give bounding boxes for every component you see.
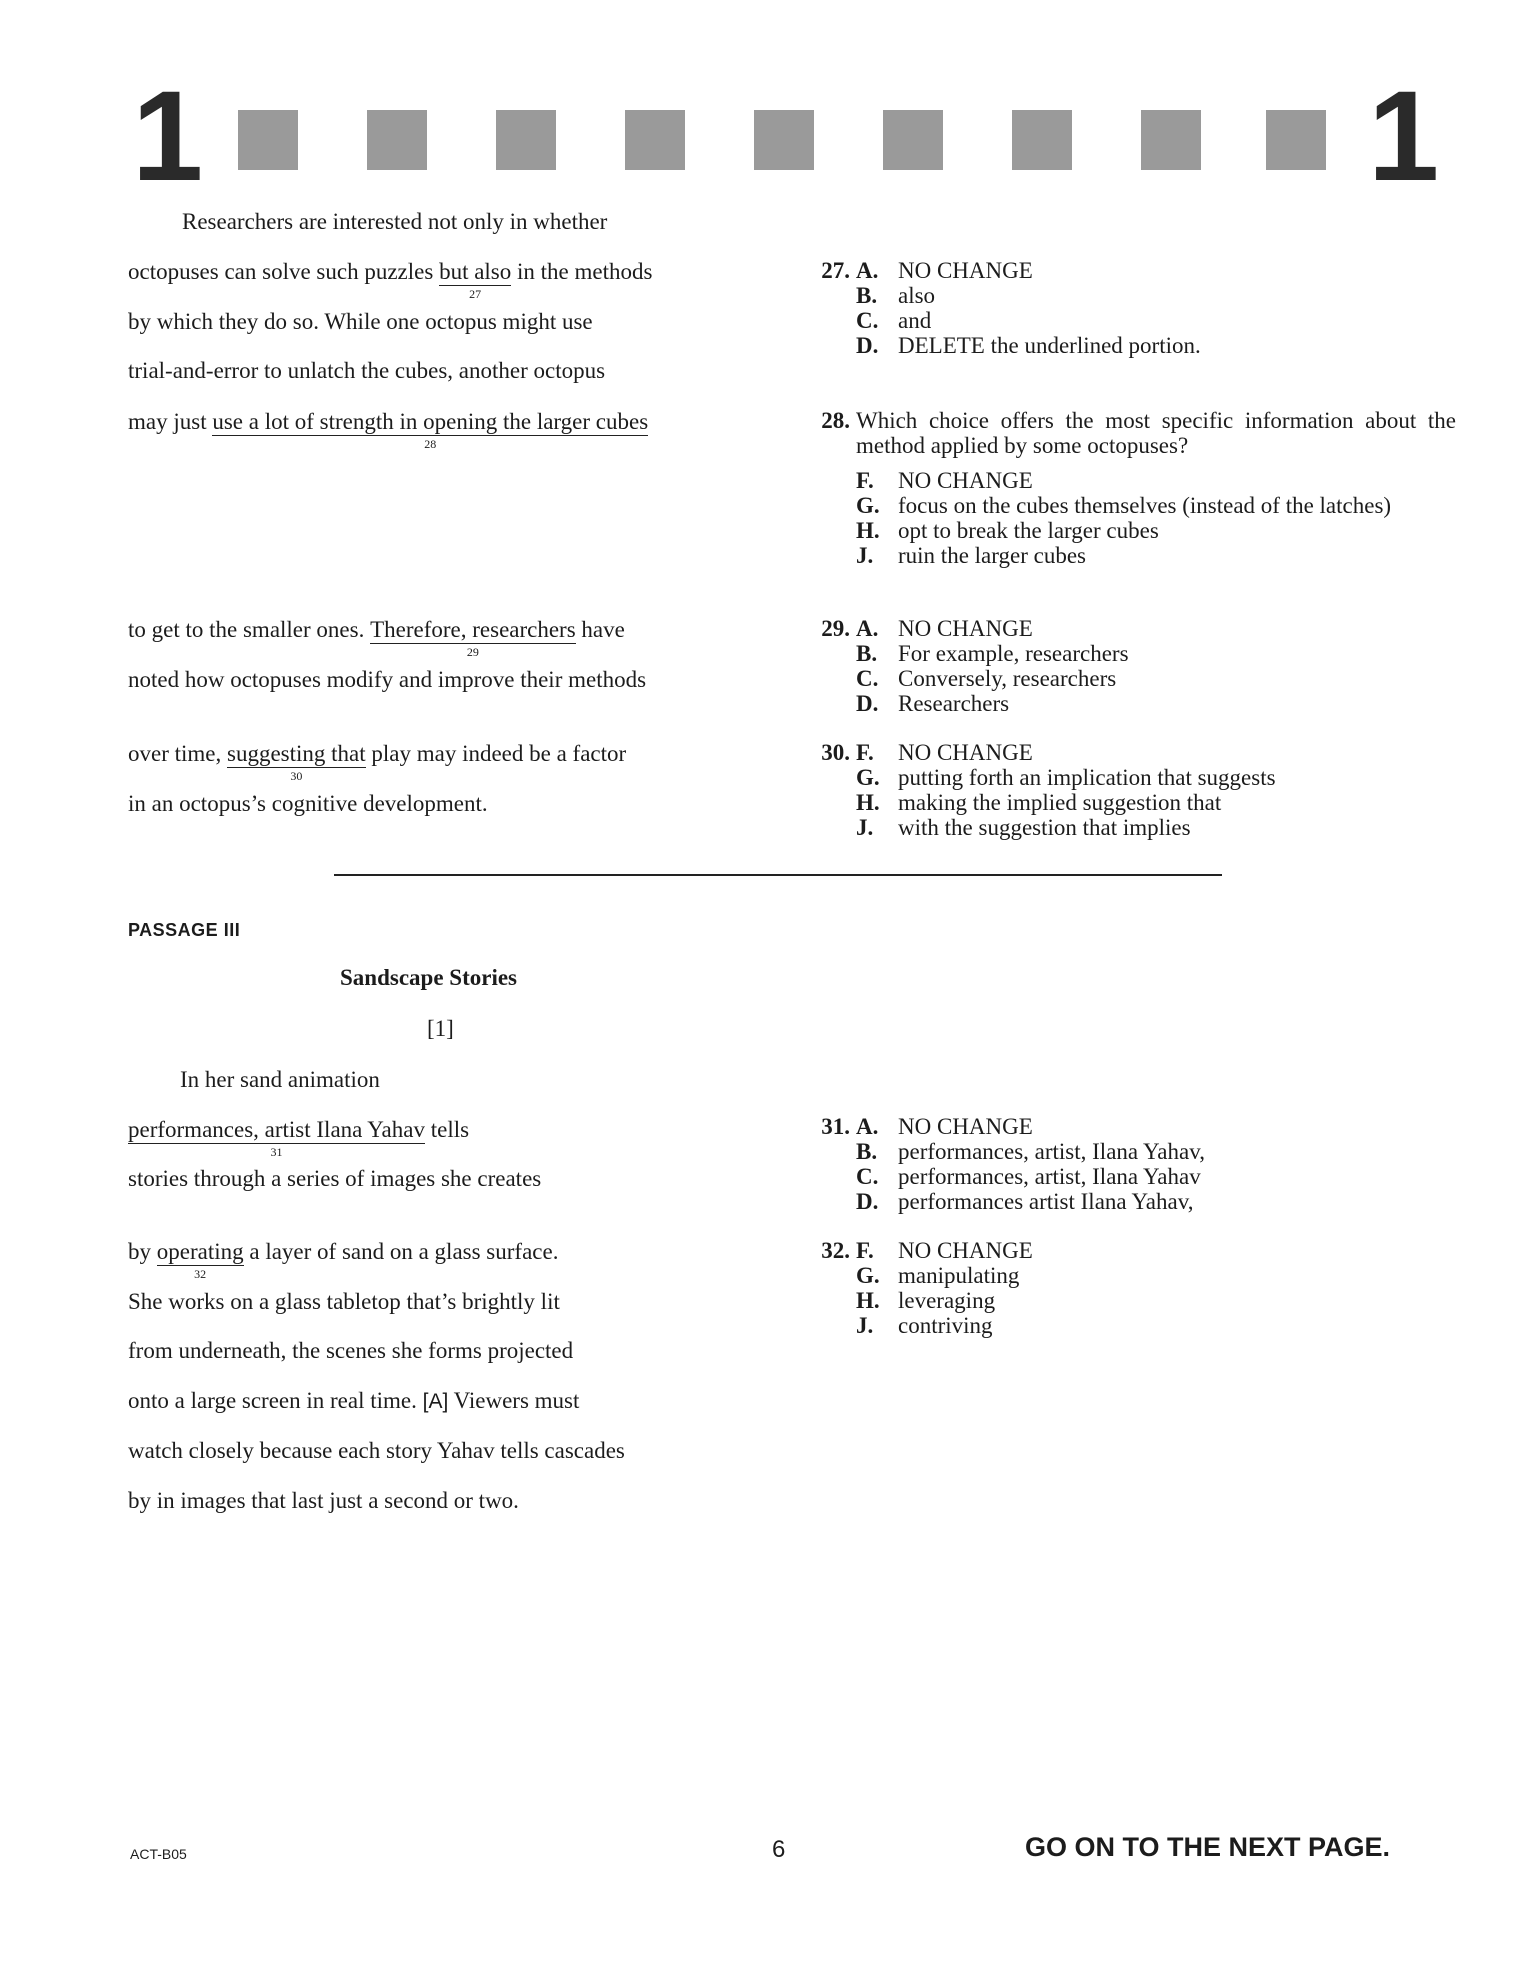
answer-option[interactable]: and (898, 308, 932, 333)
answer-option[interactable]: NO CHANGE (898, 468, 1033, 493)
header-block (367, 110, 427, 170)
header-block (754, 110, 814, 170)
question-28: 28. Which choice offers the most specific information about the method applied by some octopuses? F. NO CHANGE G. focus on the cubes themselves (instead of the latches) H. opt to break the larger cubes J. ruin the larger cubes (806, 408, 1456, 568)
header-block (1266, 110, 1326, 170)
next-page-instruction: GO ON TO THE NEXT PAGE. (1025, 1832, 1391, 1862)
answer-option[interactable]: also (898, 283, 936, 308)
passage-line: watch closely because each story Yahav tells cascades (128, 1438, 625, 1463)
header-block (1141, 110, 1201, 170)
passage-line: Researchers are interested not only in whether (182, 209, 608, 234)
underlined-portion-27: but also 27 (439, 259, 512, 301)
page-number: 6 (772, 1836, 786, 1863)
answer-option[interactable]: performances artist Ilana Yahav, (898, 1189, 1194, 1214)
answer-option[interactable]: For example, researchers (898, 641, 1129, 666)
question-number: 28. (821, 408, 850, 433)
answer-option[interactable]: performances, artist, Ilana Yahav (898, 1164, 1201, 1189)
header-block (625, 110, 685, 170)
section-number-right: 1 (1368, 65, 1440, 208)
passage-line: performances, artist Ilana Yahav 31 tells (128, 1117, 470, 1159)
answer-option[interactable]: putting forth an implication that suggests (898, 765, 1276, 790)
question-number: 32. (821, 1238, 850, 1263)
underlined-portion-28: use a lot of strength in opening the larger cubes 28 (212, 409, 649, 451)
passage-line: stories through a series of images she creates (128, 1166, 542, 1191)
question-number: 29. (821, 616, 850, 641)
answer-option[interactable]: NO CHANGE (898, 616, 1033, 641)
passage-line: from underneath, the scenes she forms projected (128, 1338, 574, 1363)
passage-line: over time, suggesting that 30 play may indeed be a factor (128, 741, 627, 783)
paragraph-marker: [1] (427, 1016, 454, 1041)
question-ref-30: 30 (290, 769, 303, 783)
underlined-portion-31: performances, artist Ilana Yahav 31 (128, 1117, 425, 1159)
answer-option[interactable]: performances, artist, Ilana Yahav, (898, 1139, 1205, 1164)
answer-option[interactable]: Researchers (898, 691, 1010, 716)
question-number: 27. (821, 258, 850, 283)
answer-option[interactable]: manipulating (898, 1263, 1020, 1288)
answer-option[interactable]: Conversely, researchers (898, 666, 1117, 691)
passage-line: She works on a glass tabletop that’s brightly lit (128, 1289, 560, 1314)
header-block (238, 110, 298, 170)
passage-line: by in images that last just a second or two. (128, 1488, 519, 1513)
header-block (883, 110, 943, 170)
passage-line: trial-and-error to unlatch the cubes, another octopus (128, 358, 606, 383)
answer-option[interactable]: with the suggestion that implies (898, 815, 1191, 840)
form-code: ACT-B05 (130, 1846, 187, 1862)
header-block (496, 110, 556, 170)
passage-title: Sandscape Stories (340, 965, 517, 990)
question-ref-28: 28 (424, 437, 437, 451)
passage-line: onto a large screen in real time. [A] Viewers must (128, 1388, 580, 1413)
answer-option[interactable]: NO CHANGE (898, 1238, 1033, 1263)
underlined-portion-32: operating 32 (156, 1239, 244, 1281)
answer-option[interactable]: NO CHANGE (898, 740, 1033, 765)
section-divider (334, 874, 1222, 876)
answer-option[interactable]: leveraging (898, 1288, 996, 1313)
answer-option[interactable]: contriving (898, 1313, 993, 1338)
answer-option[interactable]: focus on the cubes themselves (instead of the latches) (898, 493, 1392, 518)
question-number: 30. (821, 740, 850, 765)
passage-line: by which they do so. While one octopus might use (128, 309, 593, 334)
answer-option[interactable]: NO CHANGE (898, 258, 1033, 283)
answer-option[interactable]: ruin the larger cubes (898, 543, 1086, 568)
question-ref-32: 32 (194, 1267, 207, 1281)
underlined-portion-29: Therefore, researchers 29 (370, 617, 576, 659)
question-number: 31. (821, 1114, 850, 1139)
passage-label: PASSAGE III (128, 920, 241, 940)
passage-line: in an octopus’s cognitive development. (128, 791, 488, 816)
passage-line: to get to the smaller ones. Therefore, researchers 29 have (128, 617, 625, 659)
passage-line: noted how octopuses modify and improve their methods (128, 667, 647, 692)
question-ref-27: 27 (469, 287, 482, 301)
answer-option[interactable]: opt to break the larger cubes (898, 518, 1159, 543)
header-block (1012, 110, 1072, 170)
question-ref-31: 31 (270, 1145, 283, 1159)
passage-line: by operating 32 a layer of sand on a glass surface. (128, 1239, 559, 1281)
question-ref-29: 29 (466, 645, 479, 659)
passage-line: may just use a lot of strength in opening the larger cubes 28 (128, 409, 649, 451)
passage-line: In her sand animation (180, 1067, 380, 1092)
sentence-marker-a: [A] (422, 1390, 449, 1413)
passage-line: octopuses can solve such puzzles but also 27 in the methods (128, 259, 653, 301)
answer-option[interactable]: making the implied suggestion that (898, 790, 1222, 815)
section-number-left: 1 (132, 65, 204, 208)
answer-option[interactable]: NO CHANGE (898, 1114, 1033, 1139)
answer-option[interactable]: DELETE the underlined portion. (898, 333, 1201, 358)
underlined-portion-30: suggesting that 30 (227, 741, 366, 783)
question-stem: Which choice offers the most specific information about the method applied by some octopuses? (856, 408, 1456, 458)
